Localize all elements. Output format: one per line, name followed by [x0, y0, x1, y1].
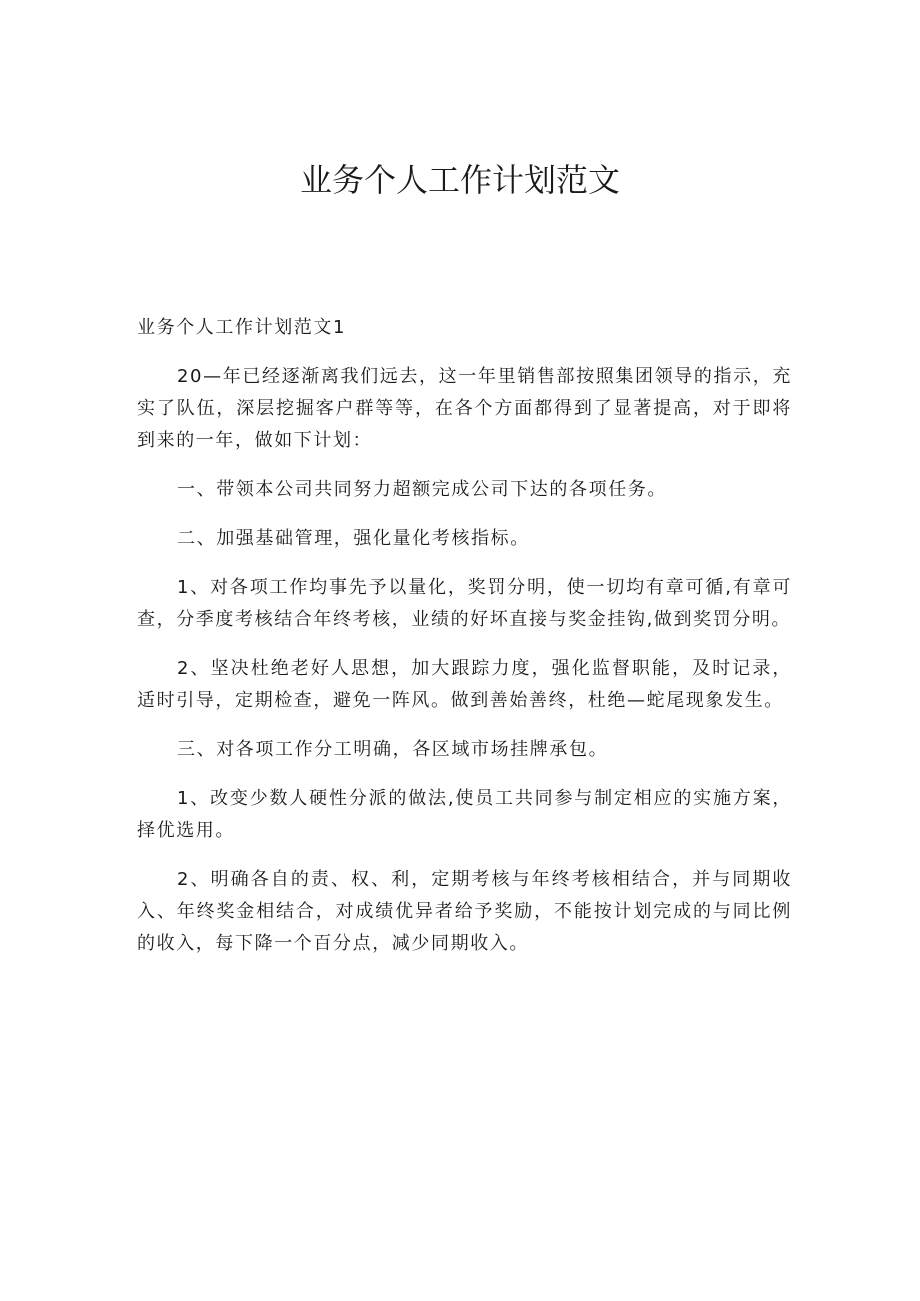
plan-item-3-sub-2: 2、明确各自的责、权、利，定期考核与年终考核相结合，并与同期收入、年终奖金相结合，对成绩优异者给予奖励，不能按计划完成的与同比例的收入，每下降一个百分点，减少同期收入。 — [137, 869, 792, 954]
plan-item-3-sub-1: 1、改变少数人硬性分派的做法,使员工共同参与制定相应的实施方案，择优选用。 — [137, 788, 792, 841]
plan-item-3: 三、对各项工作分工明确，各区域市场挂牌承包。 — [177, 739, 609, 760]
plan-item-2-sub-2: 2、坚决杜绝老好人思想，加大跟踪力度，强化监督职能，及时记录，适时引导，定期检查，避免一阵风。做到善始善终，杜绝—蛇尾现象发生。 — [137, 658, 792, 711]
plan-item-1: 一、带领本公司共同努力超额完成公司下达的各项任务。 — [177, 479, 667, 500]
intro-paragraph: 20—年已经逐渐离我们远去，这一年里销售部按照集团领导的指示，充实了队伍，深层挖掘客户群等等，在各个方面都得到了显著提高，对于即将到来的一年，做如下计划： — [137, 366, 792, 451]
section-heading: 业务个人工作计划范文1 — [137, 317, 347, 338]
document-title: 业务个人工作计划范文 — [299, 161, 620, 199]
plan-item-2: 二、加强基础管理，强化量化考核指标。 — [177, 528, 530, 549]
document-body — [137, 312, 792, 977]
plan-item-2-sub-1: 1、对各项工作均事先予以量化，奖罚分明，使一切均有章可循,有章可查，分季度考核结合年终考核，业绩的好坏直接与奖金挂钩,做到奖罚分明。 — [137, 577, 792, 630]
